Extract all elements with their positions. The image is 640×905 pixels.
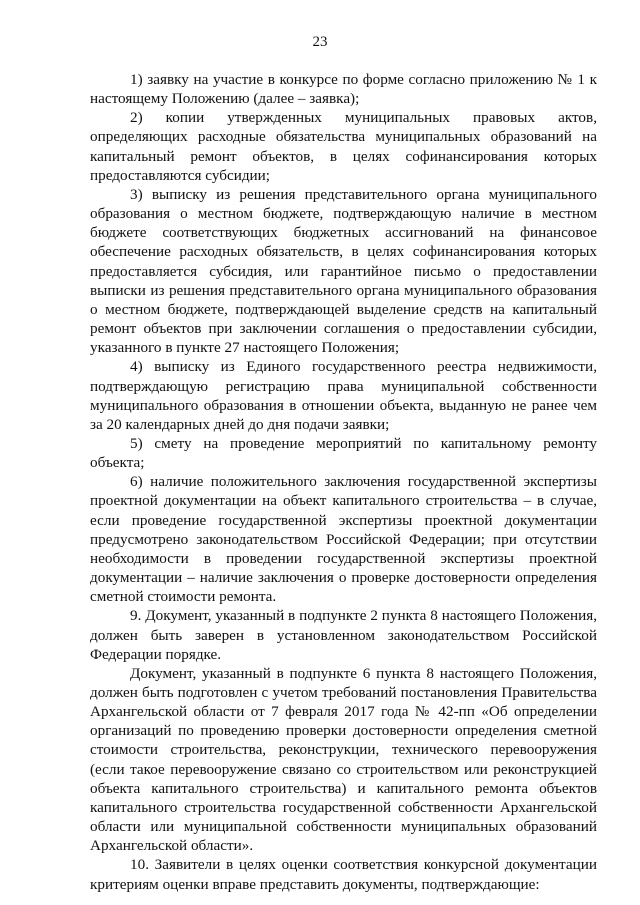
paragraph-item-3: 3) выписку из решения представительного органа муниципального образования о местном бюджете, подтверждающую наличие в местном бюджете соответствующих бюджетных ассигнований на финансовое обеспечение расходных обязательств, в целях софинансирования которых предоставляется субсидия, или гарантийное письмо о предоставлении выписки из решения представительного органа муниципального образования о местном бюджете, подтверждающей выделение средств на капитальный ремонт объектов при заключении соглашения о предоставлении субсидии, указанного в пункте 27 настоящего Положения; [90,185,597,357]
paragraph-item-4: 4) выписку из Единого государственного реестра недвижимости, подтверждающую регистрацию права муниципальной собственности муниципального образования в отношении объекта, выданную не ранее чем за 20 календарных дней до дня подачи заявки; [90,358,597,433]
document-body [90,70,597,894]
paragraph-item-6: 6) наличие положительного заключения государственной экспертизы проектной документации на объект капитального строительства – в случае, если проведение государственной экспертизы проектной документации предусмотрено законодательством Российской Федерации; при отсутствии необходимости в проведении государственной экспертизы проектной документации – наличие заключения о проверке достоверности определения сметной стоимости ремонта. [90,473,597,606]
page-number: 23 [312,34,328,50]
paragraph-clause-9-note: Документ, указанный в подпункте 6 пункта 8 настоящего Положения, должен быть подготовлен с учетом требований постановления Правительства Архангельской области от 7 февраля 2017 года № 42-пп «Об определении организаций по проведению проверки достоверности определения сметной стоимости строительства, реконструкции, технического перевооружения (если такое перевооружение связано со строительством или реконструкцией объекта капитального строительства) и капитального ремонта объектов капитального строительства государственной собственности Архангельской области или муниципальной собственности муниципальных образований Архангельской области». [90,664,597,855]
paragraph-clause-10: 10. Заявители в целях оценки соответствия конкурсной документации критериям оценки вправе представить документы, подтверждающие: [90,856,597,893]
paragraph-item-2: 2) копии утвержденных муниципальных правовых актов, определяющих расходные обязательства муниципальных образований на капитальный ремонт объектов, в целях софинансирования которых предоставляются субсидии; [90,109,597,184]
paragraph-clause-9: 9. Документ, указанный в подпункте 2 пункта 8 настоящего Положения, должен быть заверен в установленном законодательством Российской Федерации порядке. [90,607,597,663]
paragraph-item-5: 5) смету на проведение мероприятий по капитальному ремонту объекта; [90,434,597,472]
paragraph-item-1: 1) заявку на участие в конкурсе по форме согласно приложению № 1 к настоящему Положению (далее – заявка); [90,71,597,108]
